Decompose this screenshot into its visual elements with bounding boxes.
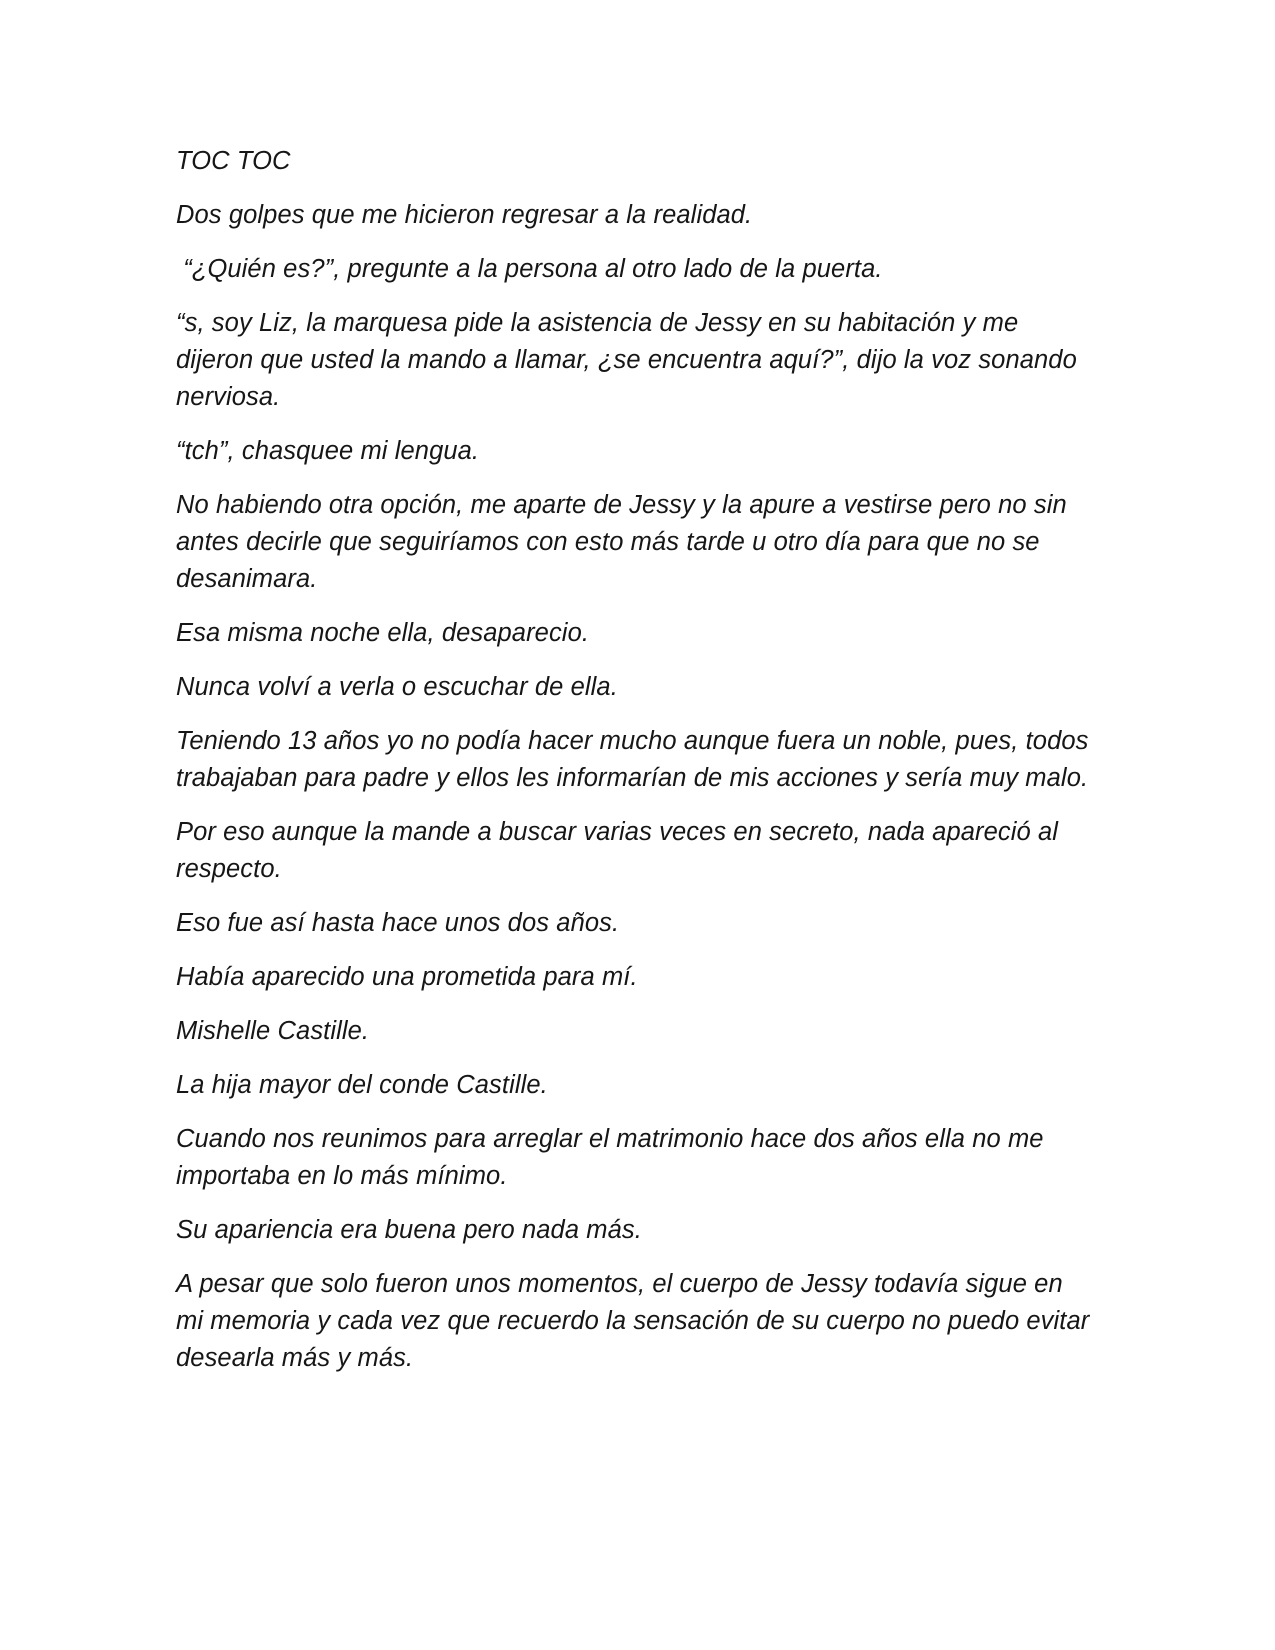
paragraph-2: Dos golpes que me hicieron regresar a la realidad. <box>176 201 753 229</box>
paragraph-3: “¿Quién es?”, pregunte a la persona al otro lado de la puerta. <box>176 255 883 283</box>
paragraph-6: No habiendo otra opción, me aparte de Jessy y la apure a vestirse pero no sin antes decirle que seguiríamos con esto más tarde u otro día para que no se desanimara. <box>176 491 1074 593</box>
paragraph-14: La hija mayor del conde Castille. <box>176 1071 548 1099</box>
paragraph-13: Mishelle Castille. <box>176 1017 370 1045</box>
paragraph-7: Esa misma noche ella, desaparecio. <box>176 619 590 647</box>
paragraph-16: Su apariencia era buena pero nada más. <box>176 1216 642 1244</box>
paragraph-1: TOC TOC <box>176 147 291 175</box>
paragraph-10: Por eso aunque la mande a buscar varias veces en secreto, nada apareció al respecto. <box>176 818 1066 883</box>
paragraph-12: Había aparecido una prometida para mí. <box>176 963 638 991</box>
paragraph-4: “s, soy Liz, la marquesa pide la asistencia de Jessy en su habitación y me dijeron que usted la mando a llamar, ¿se encuentra aquí?”, dijo la voz sonando nerviosa. <box>176 309 1085 411</box>
paragraph-5: “tch”, chasquee mi lengua. <box>176 437 480 465</box>
paragraph-8: Nunca volví a verla o escuchar de ella. <box>176 673 618 701</box>
document-body <box>176 143 1096 1394</box>
paragraph-17: A pesar que solo fueron unos momentos, el cuerpo de Jessy todavía sigue en mi memoria y cada vez que recuerdo la sensación de su cuerpo no puedo evitar desearla más y más. <box>176 1270 1097 1372</box>
paragraph-15: Cuando nos reunimos para arreglar el matrimonio hace dos años ella no me importaba en lo más mínimo. <box>176 1125 1051 1190</box>
paragraph-11: Eso fue así hasta hace unos dos años. <box>176 909 620 937</box>
paragraph-9: Teniendo 13 años yo no podía hacer mucho aunque fuera un noble, pues, todos trabajaban para padre y ellos les informarían de mis acciones y sería muy malo. <box>176 727 1096 792</box>
